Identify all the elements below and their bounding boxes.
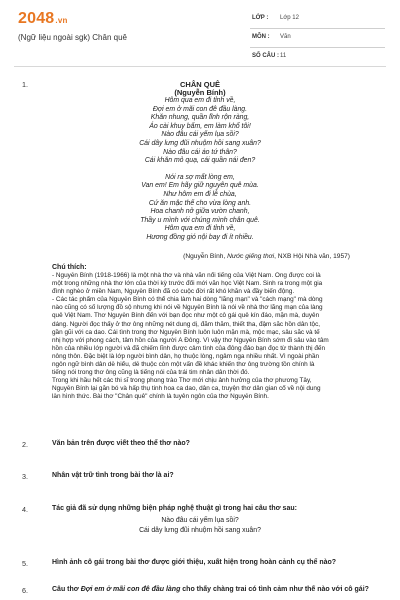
source-book: Nước giếng thơi bbox=[227, 253, 275, 260]
question-number: 2. bbox=[22, 440, 28, 449]
source-author: (Nguyễn Bính, bbox=[183, 253, 228, 260]
poem-line: Van em! Em hãy giữ nguyên quê mùa. bbox=[141, 182, 259, 190]
header-divider bbox=[14, 66, 386, 67]
meta-row-class bbox=[250, 12, 385, 29]
poem-title: CHÂN QUÊ bbox=[179, 80, 220, 89]
poem-line: Cứ ăn mặc thế cho vừa lòng anh. bbox=[148, 199, 252, 207]
question-text: Tác giả đã sử dụng những biện pháp nghệ thuật gì trong hai câu thơ sau: bbox=[52, 505, 297, 512]
poem-source bbox=[183, 253, 350, 260]
note-line: một trong những nhà thơ lớn của thời kỳ trước đổi mới văn học Việt Nam. Sinh ra trong một gia bbox=[52, 280, 323, 288]
logo-suffix: .vn bbox=[55, 16, 68, 25]
question-text: Văn bản trên được viết theo thể thơ nào? bbox=[52, 440, 190, 447]
note-line: đình nghèo ở miền Nam, Nguyễn Bính đã có cuộc đời rất khó khăn và đầy biến động. bbox=[52, 288, 295, 296]
poem-body bbox=[0, 97, 400, 243]
question-number: 3. bbox=[22, 472, 28, 481]
note-line: ngôn ngữ bình dân dễ hiểu, dễ thuộc còn một vấn đề khác khiến thơ ông trường tồn chính là bbox=[52, 361, 315, 369]
page-header bbox=[0, 0, 400, 66]
question-number: 5. bbox=[22, 559, 28, 568]
meta-label: MÔN : bbox=[252, 34, 270, 40]
note-line: nông thôn. Đặc biệt là lớp người bình dân, họ thuộc lòng, ngâm nga nhiều nhất. Vì ngoài phần bbox=[52, 352, 320, 360]
item-number: 1. bbox=[22, 80, 28, 89]
notes-body bbox=[52, 272, 378, 402]
note-line: nào cũng có số lượng đồ sộ nhưng khi nói về Nguyễn Bính là nói về nhà thơ lãng mạn của làng bbox=[52, 304, 323, 312]
poem-line: Nào đâu cái áo tứ thân? bbox=[163, 148, 237, 156]
poem-line: Nào đâu cái yếm lụa sồi? bbox=[161, 131, 239, 139]
logo-text: 2048 bbox=[18, 10, 55, 27]
poem-line: Cái khăn mỏ quạ, cái quần nái đen? bbox=[144, 157, 256, 165]
poem-line: Nói ra sợ mất lòng em, bbox=[165, 173, 235, 181]
poem-author: (Nguyễn Bính) bbox=[174, 88, 226, 97]
meta-label: LỚP : bbox=[252, 15, 269, 21]
question-number: 6. bbox=[22, 586, 28, 595]
note-line: Trong khi hầu hết các thi sĩ trong phong trào Thơ mới chịu ảnh hưởng của thơ phương Tây, bbox=[52, 377, 312, 385]
quoted-line: Cái dây lưng đũi nhuộm hồi sang xuân? bbox=[139, 526, 261, 534]
poem-line: Đợi em ở mãi con đê đầu làng. bbox=[152, 105, 248, 113]
poem-line: Hương đồng gió nội bay đi ít nhiều. bbox=[146, 233, 254, 241]
note-line: tiếng nói trong thơ ông cũng là tiếng nói của trái tim nhân dân thời đó. bbox=[52, 369, 250, 377]
question-text-suffix: cho thấy chàng trai có tình cảm như thế nào với cô gái? bbox=[180, 586, 369, 593]
poem-line: Hôm qua em đi tỉnh về, bbox=[164, 225, 236, 233]
poem-line: Hôm qua em đi tỉnh về, bbox=[164, 97, 236, 104]
meta-label: SỐ CÂU : bbox=[252, 53, 279, 59]
meta-table bbox=[250, 12, 385, 69]
meta-value: 11 bbox=[280, 53, 287, 59]
note-line: - Các tác phẩm của Nguyễn Bính có thể chia làm hai dòng "lãng mạn" và "cách mạng" mà dòng bbox=[52, 296, 323, 304]
quoted-line: Nào đâu cái yếm lụa sồi? bbox=[161, 517, 239, 524]
question-text bbox=[52, 586, 369, 593]
note-line: lẫn hình thức. Bài thơ "Chân quê" chính là tuyên ngôn của thơ Nguyễn Bính. bbox=[52, 393, 269, 401]
meta-row-count bbox=[250, 50, 385, 67]
question-text-prefix: Câu thơ bbox=[52, 586, 81, 593]
question-number: 4. bbox=[22, 505, 28, 514]
site-logo[interactable] bbox=[18, 10, 68, 28]
note-line: Nguyễn Bính lại gắn bó và hấp thụ tinh hoa ca dao, dân ca, truyện thơ dân gian cổ về nội dung bbox=[52, 385, 321, 393]
question-text: Nhân vật trữ tình trong bài thơ là ai? bbox=[52, 472, 174, 479]
note-line: - Nguyễn Bính (1918-1966) là một nhà thơ và nhà văn nổi tiếng của Việt Nam. Ông được coi là bbox=[52, 272, 321, 279]
poem-line: Khăn nhung, quần lĩnh rộn ràng, bbox=[150, 114, 250, 122]
document-title: (Ngữ liệu ngoài sgk) Chân quê bbox=[18, 33, 127, 42]
poem-line: Hoa chanh nở giữa vườn chanh, bbox=[150, 208, 250, 216]
meta-value: Văn bbox=[280, 34, 291, 40]
note-line: hồn của nhiều lớp người và đã chiếm lĩnh được cảm tình của đông đảo bạn đọc từ thành thị đến bbox=[52, 344, 326, 352]
note-line: gần gũi với ca dao. Cái tình trong thơ Nguyễn Bính luôn luôn mặn mà, mộc mạc, sâu sắc và tế bbox=[52, 328, 320, 336]
note-line: nhị hợp với phong cách, tâm hồn của người Á Đông. Vì vậy thơ Nguyễn Bính sớm đi sâu vào tâm bbox=[52, 336, 329, 344]
source-publisher: , NXB Hội Nhà văn, 1957) bbox=[274, 253, 350, 260]
poem-line: Thầy u mình với chúng mình chân quê. bbox=[140, 216, 260, 224]
quoted-verse bbox=[0, 516, 400, 535]
note-line: quê Việt Nam. Thơ Nguyễn Bính đến với bạn đọc như một cô gái quê kín đáo, mặn mà, duyên bbox=[52, 312, 320, 320]
notes-heading: Chú thích: bbox=[52, 264, 87, 271]
note-line: dáng. Người đọc thấy ở thơ ông những nét dung dị, đằm thắm, thiết tha, đậm sắc hồn dân tộc, bbox=[52, 320, 321, 328]
meta-value: Lớp 12 bbox=[280, 15, 299, 21]
meta-row-subject bbox=[250, 31, 385, 48]
poem-line: Áo cài khuy bấm, em làm khổ tôi! bbox=[149, 122, 251, 130]
poem-line: Cái dây lưng đũi nhuộm hồi sang xuân? bbox=[139, 139, 261, 147]
poem-line: Như hôm em đi lễ chùa, bbox=[163, 190, 237, 198]
question-text: Hình ảnh cô gái trong bài thơ được giới thiệu, xuất hiện trong hoàn cảnh cụ thể nào? bbox=[52, 559, 337, 566]
question-quote: Đợi em ở mãi con đê đầu làng bbox=[80, 586, 181, 593]
